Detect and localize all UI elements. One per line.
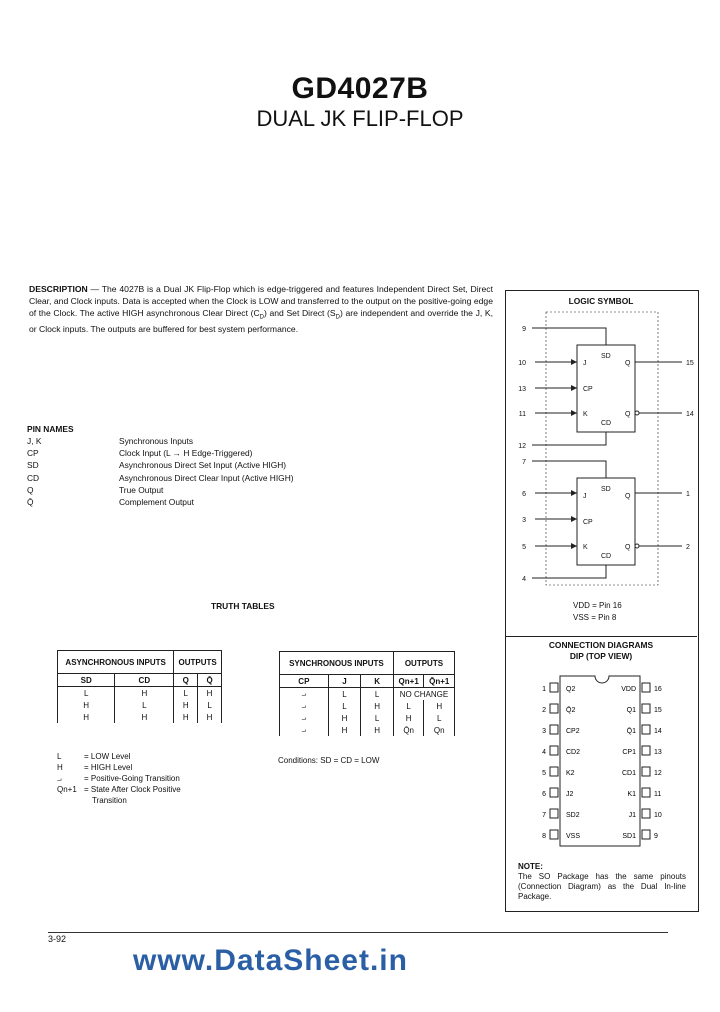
dip-pin xyxy=(642,746,650,755)
pin-description: Asynchronous Direct Clear Input (Active HIGH) xyxy=(119,472,294,483)
table-cell: ⨼ xyxy=(280,700,329,712)
table-cell: H xyxy=(198,687,222,700)
pin-label: Q xyxy=(625,544,631,551)
legend-text: = HIGH Level xyxy=(84,763,133,772)
dip-pin-number: 14 xyxy=(654,728,662,735)
no-change-cell: NO CHANGE xyxy=(393,688,454,701)
table-cell: L xyxy=(58,687,115,700)
legend-symbol: L xyxy=(57,752,62,761)
part-subtitle: DUAL JK FLIP-FLOP xyxy=(256,106,464,131)
pin-label: Q xyxy=(625,493,631,500)
note: NOTE: The SO Package has the same pinouts (Connection Diagram) as the Dual In-line Package. xyxy=(518,862,686,901)
pin-description: Synchronous Inputs xyxy=(119,436,194,446)
dip-pin xyxy=(642,704,650,713)
async-outputs-header: OUTPUTS xyxy=(174,651,222,674)
dip-pin-number: 13 xyxy=(654,749,662,756)
dip-pin-label: CD2 xyxy=(566,749,581,756)
logic-symbol-title: LOGIC SYMBOL xyxy=(568,296,634,306)
pin-label: SD xyxy=(601,486,611,493)
table-cell: H xyxy=(115,687,174,700)
dip-pin-label: VSS xyxy=(566,833,581,840)
pin-name: CD xyxy=(27,472,40,483)
description-label: DESCRIPTION xyxy=(29,284,88,294)
pin-name: CP xyxy=(27,448,39,459)
dip-pin-number: 11 xyxy=(654,791,662,798)
pin-number: 15 xyxy=(686,360,694,367)
dip-pin xyxy=(550,809,558,818)
pin-label: Q xyxy=(625,360,631,367)
pin-number: 2 xyxy=(686,544,690,551)
dip-pin xyxy=(550,704,558,713)
pin-number: 5 xyxy=(522,544,526,551)
description-paragraph: DESCRIPTION — The 4027B is a Dual JK Flip-Flop which is edge-triggered and features Independent Direct Set, Direct Clear, and Clock inputs. Data is accepted when the Clock is LOW and transferred to the output on the positive-going edge of the Clock. The active HIGH asynchronous Clear Direct $(C_D)$ and Set Direct $(S_D)$ are independent and override the J, K, or Clock inputs. The outputs are buffered for best system performance. xyxy=(29,284,493,335)
dip-pin-label: K1 xyxy=(627,791,636,798)
pin-label: J xyxy=(583,360,587,367)
dip-pin xyxy=(642,725,650,734)
async-inputs-header: ASYNCHRONOUS INPUTS xyxy=(58,651,174,674)
dip-pin-label: J2 xyxy=(566,791,574,798)
legend-text: = LOW Level xyxy=(84,752,131,761)
legend-symbol: Qn+1 xyxy=(57,785,77,794)
dip-pin xyxy=(550,788,558,797)
table-cell: Q̄n xyxy=(393,724,424,736)
table-cell: L xyxy=(198,699,222,711)
pin-number: 1 xyxy=(686,491,690,498)
pin-number: 13 xyxy=(518,386,526,393)
dip-pin-number: 15 xyxy=(654,707,662,714)
dip-pin xyxy=(642,767,650,776)
pin-label: K xyxy=(583,544,588,551)
watermark: www.DataSheet.in xyxy=(133,944,408,977)
dip-pin-label: SD2 xyxy=(566,812,580,819)
column-header: CP xyxy=(280,675,329,688)
dip-pin-number: 2 xyxy=(542,707,546,714)
dip-pin-number: 6 xyxy=(542,791,546,798)
pin-name: J, K xyxy=(27,436,42,446)
table-cell: H xyxy=(198,711,222,723)
table-cell: H xyxy=(328,724,361,736)
pin-label: CD xyxy=(601,553,612,560)
table-cell: ⨼ xyxy=(280,724,329,736)
pin-number: 12 xyxy=(518,443,526,450)
column-header: J xyxy=(328,675,361,688)
table-cell: L xyxy=(393,700,424,712)
dip-body xyxy=(560,676,640,846)
dip-pin-label: CP2 xyxy=(566,728,580,735)
pin-description: Asynchronous Direct Set Input (Active HIGH) xyxy=(119,460,287,471)
column-header: Q xyxy=(174,674,198,687)
table-cell: Qn xyxy=(424,724,455,736)
table-cell: H xyxy=(174,711,198,723)
dip-pin-number: 4 xyxy=(542,749,546,756)
column-header: SD xyxy=(58,674,115,687)
legend-symbol: ⨼ xyxy=(57,774,62,783)
page-number: 3-92 xyxy=(48,934,67,944)
pin-label: J xyxy=(583,493,587,500)
table-cell: L xyxy=(328,700,361,712)
dip-pin-label: CD1 xyxy=(621,770,636,777)
dip-pin-label: CP1 xyxy=(622,749,636,756)
sync-conditions: Conditions: SD = CD = LOW xyxy=(278,756,380,765)
table-cell: H xyxy=(174,699,198,711)
vss-pin-note: VSS = Pin 8 xyxy=(573,613,617,622)
dip-pin-label: K2 xyxy=(566,770,575,777)
pin-names-header: PIN NAMES xyxy=(27,424,74,434)
pin-name: Q̄ xyxy=(27,497,34,507)
pin-description: True Output xyxy=(119,484,164,495)
table-cell: ⨼ xyxy=(280,712,329,724)
vdd-pin-note: VDD = Pin 16 xyxy=(573,601,622,610)
table-cell: ⨼ xyxy=(280,688,329,701)
dip-pin xyxy=(550,683,558,692)
pin-number: 10 xyxy=(518,360,526,367)
pin-description: Clock Input (L → H Edge-Triggered) xyxy=(119,448,253,459)
pin-label: CP xyxy=(583,386,593,393)
dip-pin xyxy=(642,809,650,818)
dip-pin-number: 1 xyxy=(542,686,546,693)
dip-pin-label: Q1 xyxy=(626,707,636,714)
dip-pin-label: J1 xyxy=(628,812,636,819)
dip-pin-label: VDD xyxy=(621,686,636,693)
pin-label: Q xyxy=(625,411,631,418)
table-cell: L xyxy=(328,688,361,701)
part-number-title: GD4027B xyxy=(291,72,429,105)
dip-pin xyxy=(642,830,650,839)
legend-text: Transition xyxy=(92,796,127,805)
dip-pin-number: 9 xyxy=(654,833,658,840)
table-cell: H xyxy=(58,699,115,711)
column-header: CD xyxy=(115,674,174,687)
pin-label: CP xyxy=(583,519,593,526)
table-cell: H xyxy=(115,711,174,723)
sync-outputs-header: OUTPUTS xyxy=(393,652,454,675)
dip-pin-number: 10 xyxy=(654,812,662,819)
pin-label: K xyxy=(583,411,588,418)
pin-name: Q xyxy=(27,484,34,495)
dip-pin-label: SD1 xyxy=(622,833,636,840)
table-cell: H xyxy=(361,700,394,712)
legend-text: = State After Clock Positive xyxy=(84,785,181,794)
pin-label: CD xyxy=(601,420,612,427)
sync-inputs-header: SYNCHRONOUS INPUTS xyxy=(280,652,394,675)
column-header: Q̄ xyxy=(198,674,222,687)
column-header: Q̄n+1 xyxy=(424,675,455,688)
pin-label: SD xyxy=(601,353,611,360)
pin-number: 14 xyxy=(686,411,694,418)
table-cell: H xyxy=(58,711,115,723)
pin-name: SD xyxy=(27,460,39,471)
pin-description: Complement Output xyxy=(119,497,194,507)
table-cell: H xyxy=(328,712,361,724)
dip-pin-label: Q2 xyxy=(566,686,576,693)
table-cell: L xyxy=(115,699,174,711)
pin-number: 9 xyxy=(522,326,526,333)
pin-number: 11 xyxy=(518,411,526,418)
table-cell: L xyxy=(361,688,394,701)
dip-pin-label: Q̄1 xyxy=(626,728,636,735)
table-cell: H xyxy=(393,712,424,724)
column-header: Qn+1 xyxy=(393,675,424,688)
connection-diagram-title: CONNECTION DIAGRAMS DIP (TOP VIEW) xyxy=(548,640,654,661)
footer-rule xyxy=(48,932,668,933)
dip-pin xyxy=(550,830,558,839)
pin-number: 6 xyxy=(522,491,526,498)
table-cell: L xyxy=(174,687,198,700)
legend-symbol: H xyxy=(57,763,63,772)
dip-pin xyxy=(550,767,558,776)
legend-text: = Positive-Going Transition xyxy=(84,774,180,783)
table-cell: H xyxy=(424,700,455,712)
pin-number: 7 xyxy=(522,459,526,466)
dip-pin xyxy=(550,725,558,734)
dip-pin-number: 3 xyxy=(542,728,546,735)
dip-pin-number: 5 xyxy=(542,770,546,777)
dip-pin-number: 16 xyxy=(654,686,662,693)
dip-pin xyxy=(642,683,650,692)
pin-number: 4 xyxy=(522,576,526,583)
table-cell: L xyxy=(361,712,394,724)
table-cell: L xyxy=(424,712,455,724)
column-header: K xyxy=(361,675,394,688)
pin-number: 3 xyxy=(522,517,526,524)
table-cell: H xyxy=(361,724,394,736)
dip-pin-number: 8 xyxy=(542,833,546,840)
truth-tables-title: TRUTH TABLES xyxy=(211,601,275,611)
dip-pin xyxy=(642,788,650,797)
dip-pin-label: Q̄2 xyxy=(566,707,576,714)
dip-pin xyxy=(550,746,558,755)
dip-pin-number: 7 xyxy=(542,812,546,819)
dip-pin-number: 12 xyxy=(654,770,662,777)
